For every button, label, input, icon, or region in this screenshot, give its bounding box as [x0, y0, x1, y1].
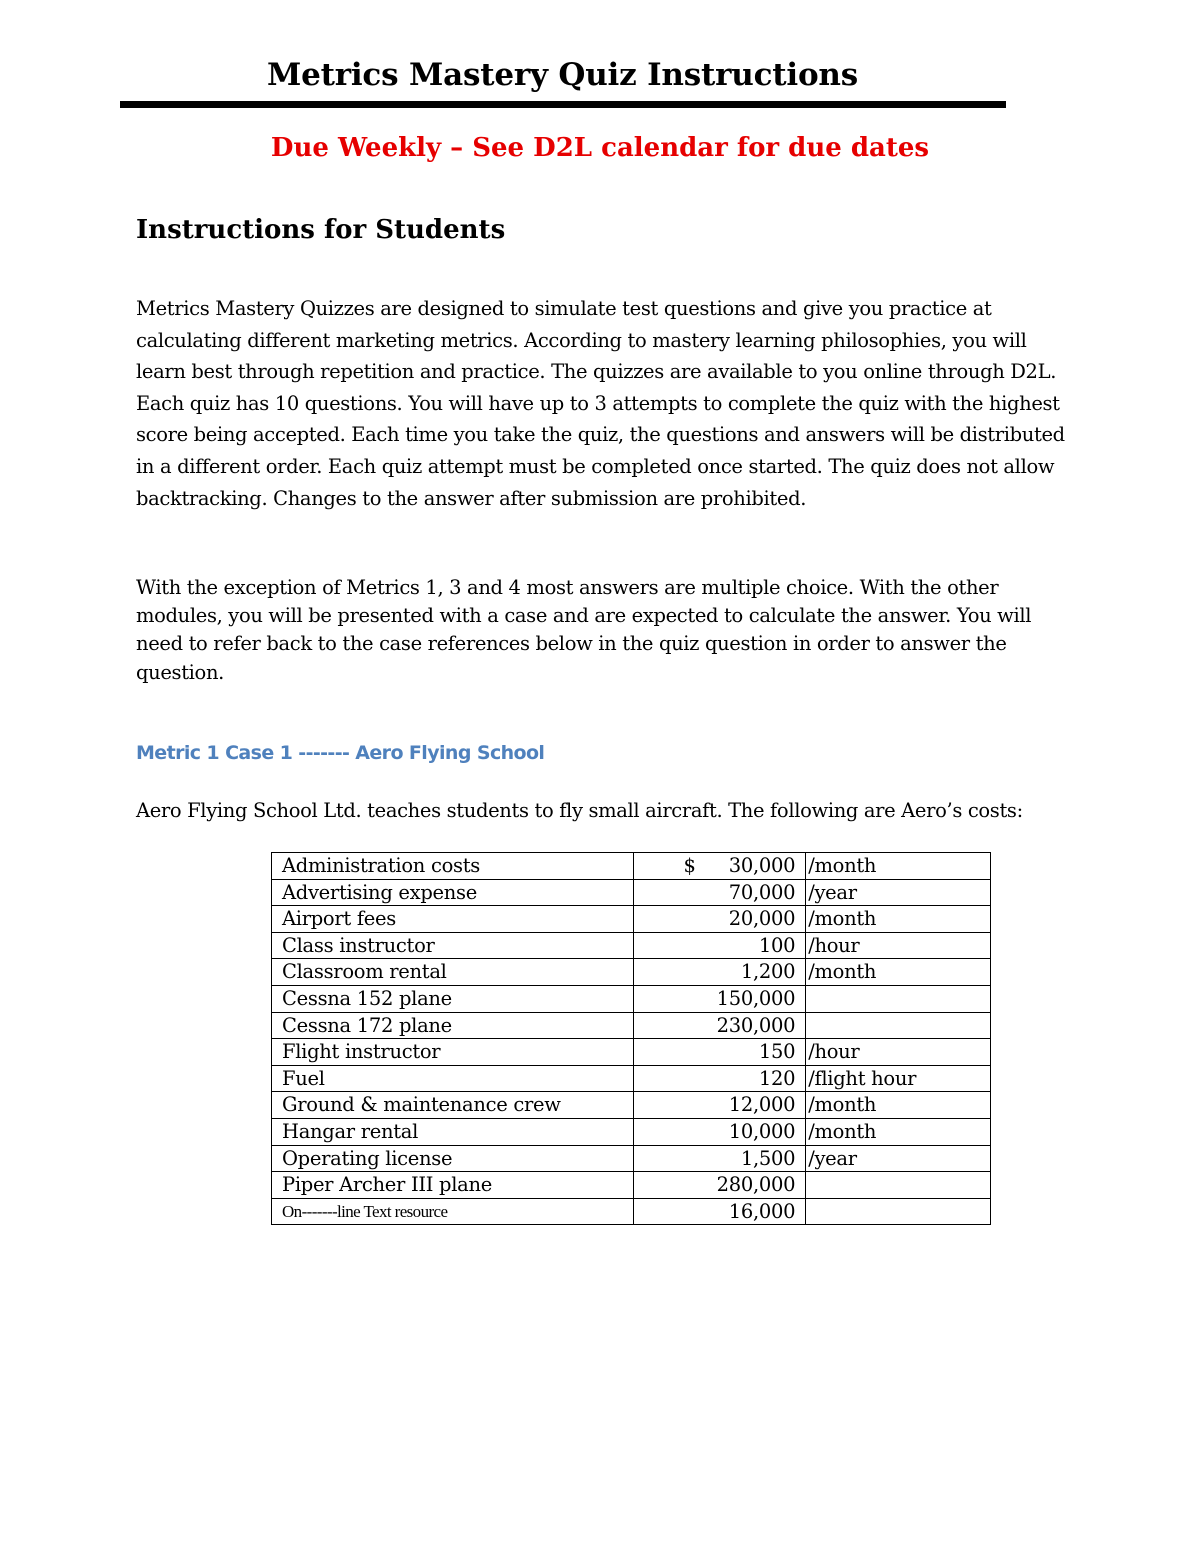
- table-row: [272, 1118, 991, 1145]
- table-row: [272, 1065, 991, 1092]
- cost-item: On-------line Text resource: [272, 1198, 634, 1225]
- table-row: [272, 1012, 991, 1039]
- cost-amount: 12,000: [633, 1092, 806, 1119]
- table-row: [272, 1039, 991, 1066]
- case-intro-text: Aero Flying School Ltd. teaches students to fly small aircraft. The following are Aero’s costs:: [136, 799, 1023, 822]
- table-row: [272, 853, 991, 880]
- table-row: [272, 959, 991, 986]
- cost-unit: [806, 1198, 991, 1225]
- cost-amount: [633, 853, 806, 880]
- cost-unit: [806, 1012, 991, 1039]
- amount-value: 30,000: [728, 854, 796, 877]
- cost-amount: 16,000: [633, 1198, 806, 1225]
- cost-item: Piper Archer III plane: [272, 1172, 634, 1199]
- cost-amount: 230,000: [633, 1012, 806, 1039]
- costs-table: [271, 852, 991, 1225]
- cost-amount: 20,000: [633, 906, 806, 933]
- cost-item: Administration costs: [272, 853, 634, 880]
- cost-amount: 280,000: [633, 1172, 806, 1199]
- cost-unit: /month: [806, 1092, 991, 1119]
- title-underline-rule: [120, 101, 1006, 108]
- cost-item: Advertising expense: [272, 879, 634, 906]
- table-row: [272, 1198, 991, 1225]
- table-row: [272, 879, 991, 906]
- cost-item: Cessna 172 plane: [272, 1012, 634, 1039]
- cost-amount: 1,500: [633, 1145, 806, 1172]
- table-row: [272, 985, 991, 1012]
- document-title: Metrics Mastery Quiz Instructions: [266, 57, 859, 93]
- cost-item: Cessna 152 plane: [272, 985, 634, 1012]
- answer-format-paragraph: With the exception of Metrics 1, 3 and 4 most answers are multiple choice. With the other modules, you will be presented with a case and are expected to calculate the answer. You will need to refer back to the case references below in the quiz question in order to answer the question.: [136, 576, 1032, 684]
- table-row: [272, 1145, 991, 1172]
- cost-amount: 100: [633, 932, 806, 959]
- cost-amount: 10,000: [633, 1118, 806, 1145]
- instructions-heading: Instructions for Students: [136, 215, 506, 245]
- cost-item: Classroom rental: [272, 959, 634, 986]
- cost-unit: /flight hour: [806, 1065, 991, 1092]
- quiz-description-paragraph: Metrics Mastery Quizzes are designed to simulate test questions and give you practice at calculating different marketing metrics. According to mastery learning philosophies, you will learn best through repetition and practice. The quizzes are available to you online through D2L. Each quiz has 10 questions. You will have up to 3 attempts to complete the quiz with the highest score being accepted. Each time you take the quiz, the questions and answers will be distributed in a different order. Each quiz attempt must be completed once started. The quiz does not allow backtracking. Changes to the answer after submission are prohibited.: [136, 297, 1065, 510]
- cost-unit: /hour: [806, 1039, 991, 1066]
- cost-amount: 150: [633, 1039, 806, 1066]
- cost-item: Ground & maintenance crew: [272, 1092, 634, 1119]
- cost-unit: /year: [806, 879, 991, 906]
- cost-unit: [806, 985, 991, 1012]
- cost-item: Airport fees: [272, 906, 634, 933]
- cost-item: Flight instructor: [272, 1039, 634, 1066]
- cost-item: Operating license: [272, 1145, 634, 1172]
- table-row: [272, 1092, 991, 1119]
- table-row: [272, 906, 991, 933]
- cost-unit: /hour: [806, 932, 991, 959]
- cost-unit: /year: [806, 1145, 991, 1172]
- currency-symbol: $: [683, 854, 696, 877]
- cost-amount: 150,000: [633, 985, 806, 1012]
- cost-unit: /month: [806, 1118, 991, 1145]
- due-date-notice: Due Weekly – See D2L calendar for due dates: [270, 133, 930, 163]
- case-heading: Metric 1 Case 1 ------- Aero Flying School: [136, 742, 545, 764]
- cost-item: Fuel: [272, 1065, 634, 1092]
- cost-unit: [806, 1172, 991, 1199]
- cost-amount: 1,200: [633, 959, 806, 986]
- table-row: [272, 1172, 991, 1199]
- cost-item: Class instructor: [272, 932, 634, 959]
- cost-unit: /month: [806, 906, 991, 933]
- cost-unit: /month: [806, 853, 991, 880]
- cost-item: Hangar rental: [272, 1118, 634, 1145]
- cost-amount: 70,000: [633, 879, 806, 906]
- cost-amount: 120: [633, 1065, 806, 1092]
- table-row: [272, 932, 991, 959]
- cost-unit: /month: [806, 959, 991, 986]
